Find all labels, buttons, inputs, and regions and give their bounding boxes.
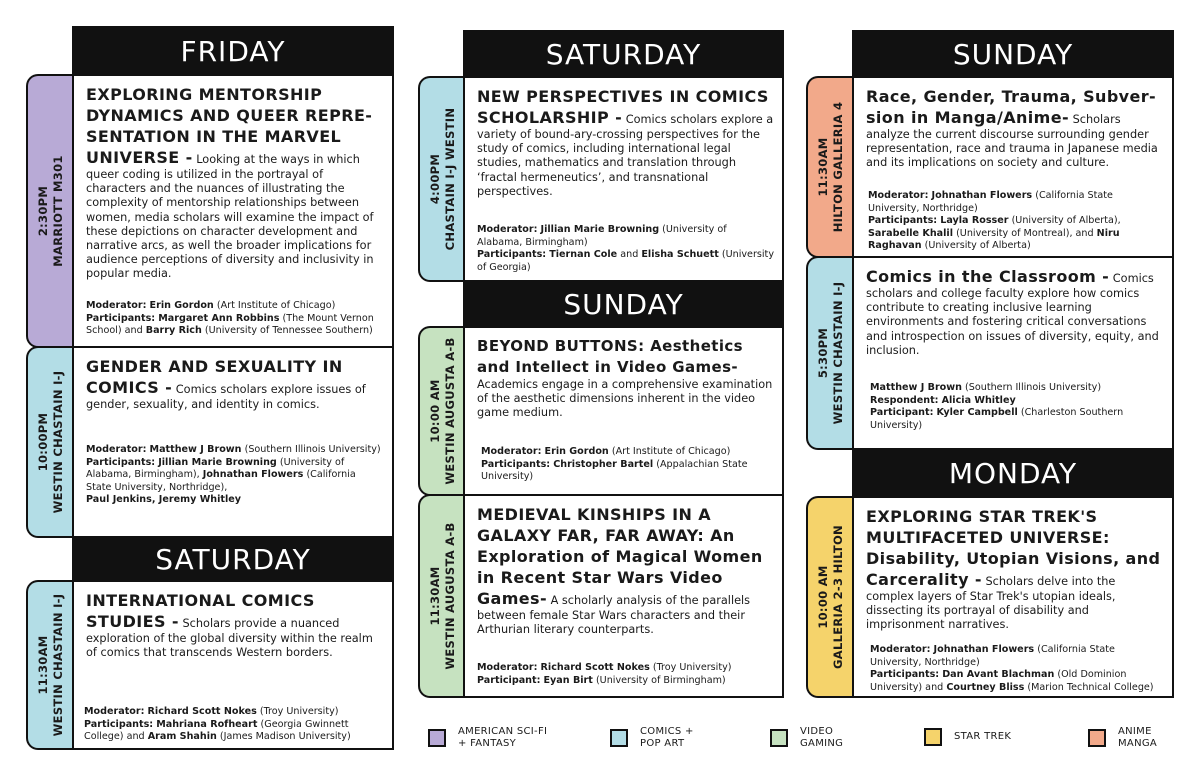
session-time-room: [36, 371, 66, 514]
session-title: GENDER AND SEXUALITY IN COMICS -: [86, 357, 343, 397]
session-body: [866, 266, 1164, 358]
session-body: [86, 590, 384, 660]
session-time: 2:30PM: [36, 185, 50, 237]
session-room: WESTIN AUGUSTA A-B: [442, 522, 457, 670]
legend-swatch: [428, 729, 446, 747]
session-time: 11:30AM: [427, 566, 442, 626]
session-credits: Moderator: Johnathan Flowers (California State University, Northridge) Participants: Layla Rosser (University of Alberta), Sarabelle Khalil (University of Montreal), and Niru Raghavan (University of Alberta): [868, 190, 1121, 252]
session-time-room: [816, 282, 846, 425]
session-credits: Moderator: Jillian Marie Browning (University of Alabama, Birmingham) Participants: Tiernan Cole and Elisha Schuett (University of Georgia): [477, 224, 774, 273]
session-body: [866, 86, 1164, 171]
session-card: [72, 580, 394, 750]
day-header-friday: FRIDAY: [72, 26, 394, 76]
session-title: MEDIEVAL KINSHIPS IN A GALAXY FAR, FAR AWAY: An Exploration of Magical Women in Recent Star Wars Video Games-: [477, 505, 763, 608]
session-title: EXPLORING MENTORSHIP DYNAMICS AND QUEER REPRE-SENTATION IN THE MARVEL UNIVERSE -: [86, 85, 373, 167]
legend-swatch: [770, 729, 788, 747]
session-time-room: [36, 155, 66, 266]
legend-anime-manga: [1088, 726, 1157, 750]
session-time-room: [428, 108, 458, 251]
session-room: MARRIOTT M301: [51, 155, 65, 267]
day-header-saturday: SATURDAY: [463, 30, 784, 78]
session-description: Academics engage in a comprehensive examination of the aesthetic dimensions inherent in the video game medium.: [477, 378, 773, 420]
session-card: [463, 76, 784, 282]
legend-swatch: [924, 728, 942, 746]
session-body: [477, 336, 774, 421]
legend-label: VIDEO GAMING: [800, 726, 844, 749]
session-body: [86, 84, 384, 282]
session-tab-yellow: [806, 496, 854, 698]
session-room: GALLERIA 2-3 HILTON: [831, 525, 845, 669]
session-time-room: [816, 102, 846, 233]
session-credits: Moderator: Erin Gordon (Art Institute of Chicago) Participants: Margaret Ann Robbins (The Mount Vernon School) and Barry Rich (University of Tennessee Southern): [86, 300, 374, 337]
legend-label: COMICS + POP ART: [640, 726, 694, 749]
session-body: [477, 86, 774, 199]
session-body: [477, 504, 774, 637]
session-room: WESTIN CHASTAIN I-J: [51, 370, 65, 514]
session-time: 11:30AM: [816, 137, 830, 197]
session-time: 10:00 AM: [816, 565, 830, 629]
session-title: BEYOND BUTTONS: Aesthetics and Intellect in Video Games-: [477, 337, 744, 376]
session-room: WESTIN CHASTAIN I-J: [51, 593, 65, 737]
session-time: 5:30PM: [816, 327, 830, 379]
legend-label: AMERICAN SCI-FI + FANTASY: [458, 726, 548, 749]
session-title: EXPLORING STAR TREK'S MULTIFACETED UNIVERSE: Disability, Utopian Visions, and Carcerality -: [866, 507, 1161, 589]
session-card: [852, 76, 1174, 258]
session-time: 4:00PM: [427, 153, 442, 205]
session-card: [72, 74, 394, 348]
session-description: Scholars provide a nuanced exploration of the global diversity within the realm of comics that transcends Western borders.: [86, 617, 373, 660]
session-time-room: [816, 525, 846, 669]
session-card: [463, 326, 784, 496]
session-time: 11:30AM: [36, 635, 50, 695]
session-card: [852, 496, 1174, 698]
session-credits: Moderator: Matthew J Brown (Southern Illinois University) Participants: Jillian Marie Browning (University of Alabama, Birmingham), Johnathan Flowers (California State University, Northridge), Paul Jenkins, Jeremy Whitley: [86, 444, 381, 506]
session-room: WESTIN AUGUSTA A-B: [442, 337, 457, 485]
session-description: A scholarly analysis of the parallels between female Star Wars characters and their Arthurian literary counterparts.: [477, 594, 751, 637]
session-description: Comics scholars explore a variety of bound-ary-crossing perspectives for the study of comics, including international legal studies, mathematics and translation through ‘fractal hermeneutics’, and transnational perspectives.: [477, 113, 774, 198]
session-tab-green: [418, 326, 465, 496]
session-time: 10:00 AM: [427, 379, 442, 443]
session-credits: Moderator: Erin Gordon (Art Institute of Chicago) Participants: Christopher Bartel (Appalachian State University): [481, 446, 748, 483]
session-time: 10:00PM: [36, 412, 50, 472]
session-credits: Moderator: Richard Scott Nokes (Troy University) Participant: Eyan Birt (University of Birmingham): [477, 662, 732, 686]
legend-label: STAR TREK: [954, 731, 1012, 742]
session-body: [86, 356, 384, 412]
session-title: NEW PERSPECTIVES IN COMICS SCHOLARSHIP -: [477, 87, 769, 127]
legend-video-gaming: [770, 726, 843, 750]
session-tab-blue: [26, 580, 74, 750]
session-credits: Moderator: Johnathan Flowers (California State University, Northridge) Participants: Dan Avant Blachman (Old Dominion University) and Courtney Bliss (Marion Technical College): [870, 644, 1154, 693]
session-card: [463, 494, 784, 698]
session-title: INTERNATIONAL COMICS STUDIES -: [86, 591, 315, 631]
session-time-room: [428, 337, 458, 484]
session-title: Comics in the Classroom -: [866, 267, 1110, 286]
day-header-sunday: SUNDAY: [463, 280, 784, 328]
session-card: [852, 256, 1174, 450]
legend-star-trek: [924, 728, 1011, 746]
session-room: CHASTAIN I-J WESTIN: [442, 107, 457, 251]
session-tab-green: [418, 494, 465, 698]
session-tab-blue: [806, 256, 854, 450]
day-header-monday: MONDAY: [852, 448, 1174, 498]
legend-swatch: [610, 729, 628, 747]
session-credits: Moderator: Richard Scott Nokes (Troy University) Participants: Mahriana Rofheart (Georgia Gwinnett College) and Aram Shahin (James Madison University): [84, 706, 351, 743]
session-time-room: [36, 594, 66, 737]
session-tab-blue: [418, 76, 465, 282]
session-room: HILTON GALLERIA 4: [831, 101, 845, 233]
session-time-room: [428, 522, 458, 669]
legend-american-scifi: [428, 726, 547, 750]
session-credits: Matthew J Brown (Southern Illinois University) Respondent: Alicia Whitley Participant: Kyler Campbell (Charleston Southern University): [870, 382, 1124, 431]
session-description: Comics scholars explore issues of gender, sexuality, and identity in comics.: [86, 383, 366, 411]
legend-label: ANIME MANGA: [1118, 726, 1158, 749]
session-description: Comics scholars and college faculty explore how comics contribute to creating inclusive learning environments and fostering critical conversations and introspection on issues of diversity, equity, and inclusion.: [866, 272, 1159, 357]
session-room: WESTIN CHASTAIN I-J: [831, 281, 845, 425]
legend-swatch: [1088, 729, 1106, 747]
session-card: [72, 346, 394, 538]
session-tab-purple: [26, 74, 74, 348]
session-description: Scholars analyze the current discourse surrounding gender representation, race and trauma in Japanese media and its implications on society and culture.: [866, 113, 1158, 170]
session-tab-blue: [26, 346, 74, 538]
day-header-saturday: SATURDAY: [72, 536, 394, 582]
legend-comics-pop-art: [610, 726, 694, 750]
day-header-sunday: SUNDAY: [852, 30, 1174, 78]
session-body: [866, 506, 1164, 633]
session-description: Looking at the ways in which queer coding is utilized in the portrayal of characters and the nuances of illustrating the complexity of mentorship relationships between women, media scholars will examine the impact of these depictions on character development and narrative arcs, as well the broader implications for audience perceptions of diversity and inclusivity in popular media.: [86, 153, 374, 281]
session-description: Scholars delve into the complex layers of Star Trek's utopian ideals, dissecting its portrayal of disability and imprisonment narratives.: [866, 575, 1116, 632]
session-title: Race, Gender, Trauma, Subver-sion in Manga/Anime-: [866, 87, 1157, 127]
session-tab-orange: [806, 76, 854, 258]
